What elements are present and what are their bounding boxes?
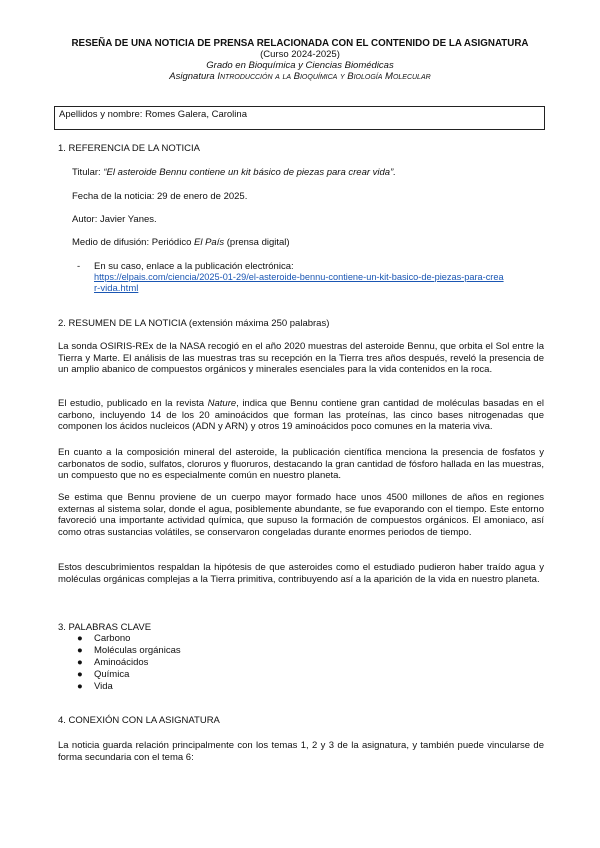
summary-paragraph-5: Estos descubrimientos respaldan la hipótesis de que asteroides como el estudiado pudieron haber traído agua y moléculas orgánicas complejas a la Tierra primitiva, contribuyendo así a la aparición de la vida en nuestro planeta. xyxy=(58,562,544,585)
keyword-item: Aminoácidos xyxy=(94,657,149,668)
keyword-item: Vida xyxy=(94,681,113,692)
bullet-icon: ● xyxy=(77,681,83,692)
fecha-line: Fecha de la noticia: 29 de enero de 2025. xyxy=(72,191,248,202)
medio-name: El País xyxy=(194,237,225,248)
section2-heading: 2. RESUMEN DE LA NOTICIA (extensión máxima 250 palabras) xyxy=(58,318,330,329)
medio-prefix: Medio de difusión: Periódico xyxy=(72,237,194,248)
p2-end: , indica que Bennu contiene gran cantidad de moléculas basadas en el carbono, incluyendo 14 de los 20 aminoácidos que forman las proteínas, las cinco bases nitrogenadas que componen los ácidos nucleicos (ADN y ARN) y otros 19 aminoácidos poco comunes en la materia viva. xyxy=(58,398,544,432)
summary-paragraph-2 xyxy=(58,398,544,433)
author-box xyxy=(54,106,545,130)
summary-paragraph-1: La sonda OSIRIS-REx de la NASA recogió en el año 2020 muestras del asteroide Bennu, que orbita el Sol entre la Tierra y Marte. El análisis de las muestras tras su recepción en la Tierra tres años después, reveló la presencia de un amplio abanico de compuestos orgánicos y minerales esenciales para la vida contenidos en la roca. xyxy=(58,341,544,375)
document-title: RESEÑA DE UNA NOTICIA DE PRENSA RELACIONADA CON EL CONTENIDO DE LA ASIGNATURA xyxy=(71,38,529,49)
section4-heading: 4. CONEXIÓN CON LA ASIGNATURA xyxy=(58,715,220,726)
autor-line: Autor: Javier Yanes. xyxy=(72,214,157,225)
section3-heading: 3. PALABRAS CLAVE xyxy=(58,622,152,633)
bullet-icon: ● xyxy=(77,633,83,644)
section1-heading: 1. REFERENCIA DE LA NOTICIA xyxy=(58,143,201,154)
degree-name: Grado en Bioquímica y Ciencias Biomédicas xyxy=(206,60,394,71)
bullet-icon: ● xyxy=(77,657,83,668)
keyword-item: Moléculas orgánicas xyxy=(94,645,181,656)
keyword-item: Química xyxy=(94,669,130,680)
p2-start: El estudio, publicado en la revista xyxy=(58,398,208,409)
titular-line xyxy=(72,167,396,178)
summary-paragraph-3: En cuanto a la composición mineral del asteroide, la publicación científica menciona la presencia de fosfatos y carbonatos de sodio, sulfatos, cloruros y fluoruros, destacando la gran cantidad de fósforo hallada en las muestras, un compuesto que no es especialmente común en nuestro planeta. xyxy=(58,447,544,481)
keyword-item: Carbono xyxy=(94,633,131,644)
bullet-icon: ● xyxy=(77,645,83,656)
medio-line xyxy=(72,237,290,248)
summary-paragraph-4: Se estima que Bennu proviene de un cuerpo mayor formado hace unos 4500 millones de años en regiones externas al sistema solar, donde el agua, posiblemente abundante, se fue evaporando con el tiempo. Este entorno favoreció una importante actividad química, que supuso la formación de compuestos orgánicos. El amoniaco, así como otras sustancias volátiles, se conservaron congeladas durante enormes periodos de tiempo. xyxy=(58,492,544,538)
bullet-icon: ● xyxy=(77,669,83,680)
news-link-line1[interactable]: https://elpais.com/ciencia/2025-01-29/el-asteroide-bennu-contiene-un-kit-basico-de-piezas-para-crea xyxy=(94,272,504,282)
subject-name: Introducción a la Bioquímica y Biología Molecular xyxy=(217,71,431,82)
link-bullet: - xyxy=(77,261,81,272)
journal-name: Nature xyxy=(207,398,237,409)
connection-paragraph: La noticia guarda relación principalmente con los temas 1, 2 y 3 de la asignatura, y también puede vincularse de forma secundaria con el tema 6: xyxy=(58,740,544,763)
titular-value: “El asteroide Bennu contiene un kit básico de piezas para crear vida”. xyxy=(103,167,396,178)
medio-suffix: (prensa digital) xyxy=(224,237,290,248)
link-intro: En su caso, enlace a la publicación electrónica: xyxy=(94,261,294,272)
subject-line xyxy=(40,71,560,82)
subject-prefix: Asignatura xyxy=(169,71,215,82)
author-name: Apellidos y nombre: Romes Galera, Carolina xyxy=(59,109,247,120)
titular-label: Titular: xyxy=(72,167,104,178)
news-link-line2[interactable]: r-vida.html xyxy=(94,283,139,294)
course-year: (Curso 2024-2025) xyxy=(260,49,340,60)
